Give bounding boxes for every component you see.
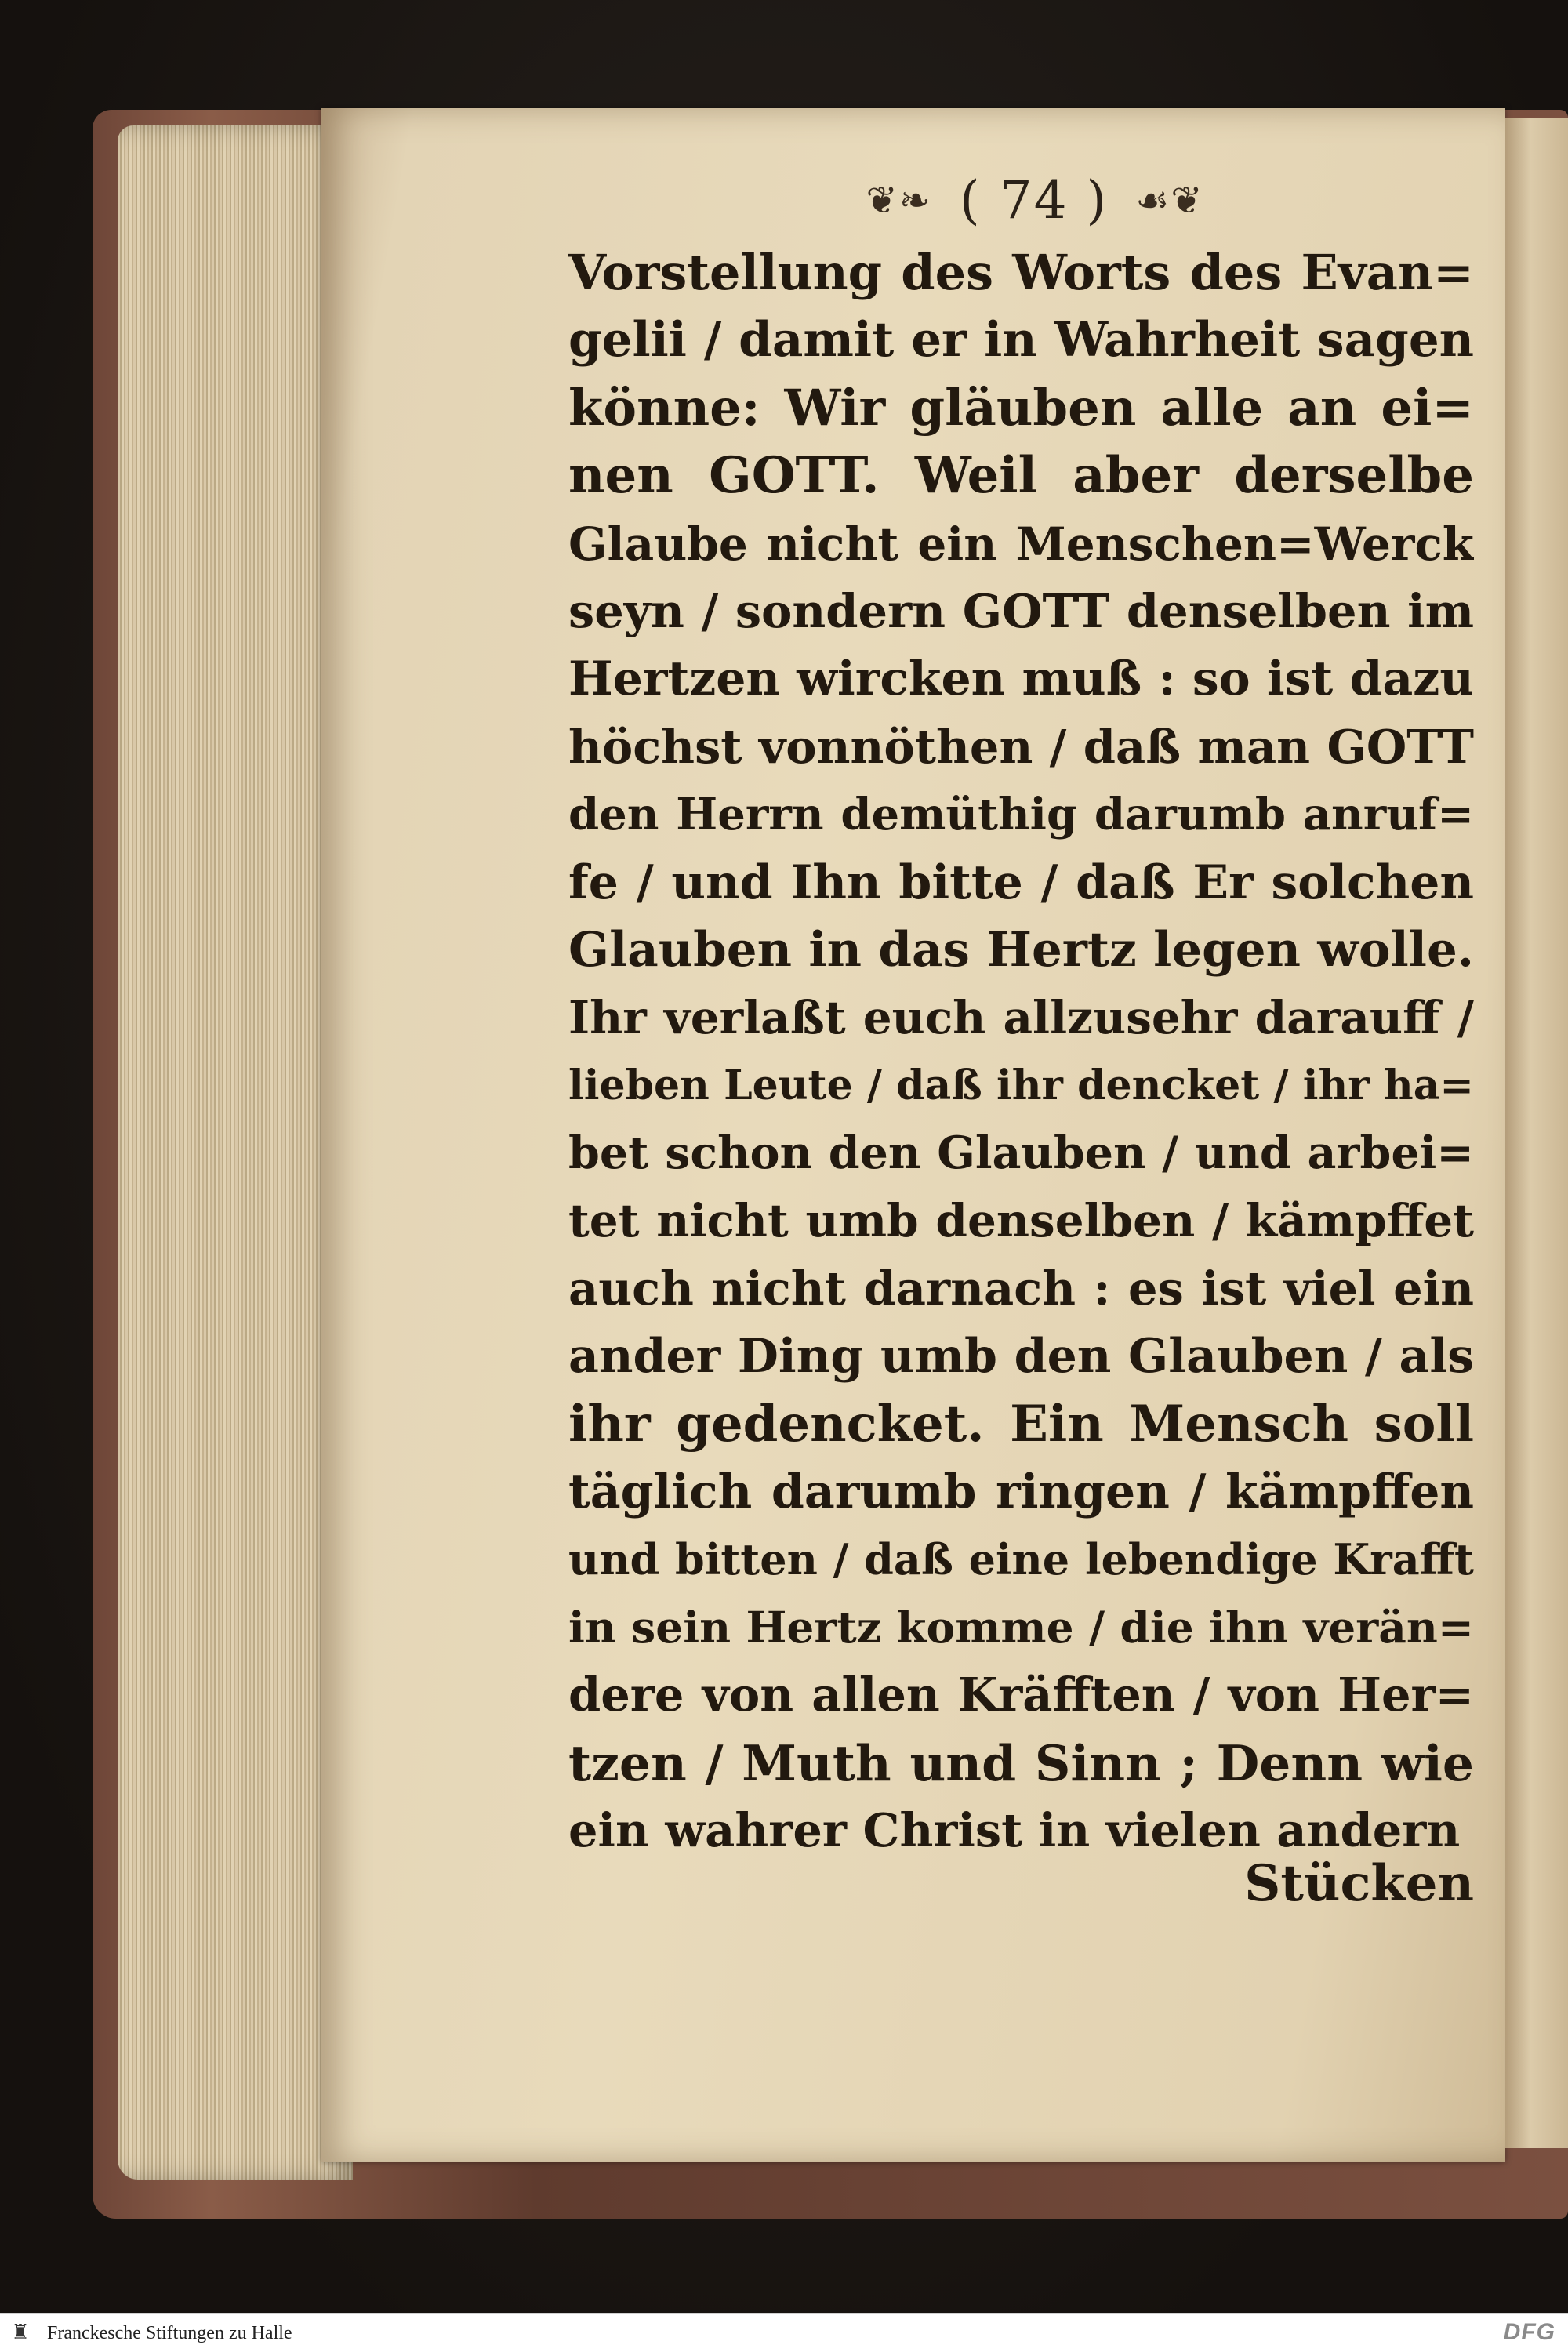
page-edges bbox=[118, 125, 353, 2180]
ornament-left-icon: ❦❧ bbox=[866, 179, 932, 223]
text-line: Glaube nicht ein Menschen=Werck bbox=[568, 517, 1474, 571]
text-line: ein wahrer Christ in vielen andern bbox=[568, 1802, 1461, 1857]
text-line: Ihr verlaßt euch allzusehr darauff / bbox=[568, 991, 1474, 1045]
text-line: in sein Hertz komme / die ihn verän= bbox=[568, 1601, 1474, 1653]
facing-page-edge bbox=[1505, 118, 1568, 2148]
text-line: Glauben in das Hertz legen wolle. bbox=[568, 921, 1474, 978]
text-line: nen GOTT. Weil aber derselbe bbox=[568, 446, 1474, 506]
text-line: fe / und Ihn bitte / daß Er solchen bbox=[568, 855, 1474, 910]
institution-name: Franckesche Stiftungen zu Halle bbox=[47, 2323, 292, 2343]
funder-logo: DFG bbox=[1503, 2319, 1555, 2345]
body-text bbox=[568, 239, 1474, 1925]
text-line: Vorstellung des Worts des Evan= bbox=[568, 244, 1474, 301]
text-line: bet schon den Glauben / und arbei= bbox=[568, 1127, 1474, 1180]
text-line: lieben Leute / daß ihr dencket / ihr ha= bbox=[568, 1061, 1474, 1109]
ornament-right-icon: ☙❦ bbox=[1135, 179, 1204, 223]
text-line: Hertzen wircken muß : so ist dazu bbox=[568, 652, 1474, 707]
text-line: und bitten / daß eine lebendige Krafft bbox=[568, 1534, 1474, 1585]
page-number: ( 74 ) bbox=[959, 170, 1109, 230]
page-header bbox=[847, 162, 1223, 232]
viewer-footer bbox=[0, 2313, 1568, 2352]
catchword: Stücken bbox=[1244, 1854, 1474, 1913]
institution-logo-icon: ♜ bbox=[11, 2321, 30, 2344]
text-line: ihr gedencket. Ein Mensch soll bbox=[568, 1394, 1474, 1454]
text-line: gelii / damit er in Wahrheit sagen bbox=[568, 312, 1474, 368]
text-line: könne: Wir gläuben alle an ei= bbox=[568, 378, 1474, 437]
text-line: ander Ding umb den Glauben / als bbox=[568, 1329, 1474, 1385]
text-line: tzen / Muth und Sinn ; Denn wie bbox=[568, 1733, 1474, 1792]
text-line: höchst vonnöthen / daß man GOTT bbox=[568, 719, 1474, 774]
text-line: den Herrn demüthig darumb anruf= bbox=[568, 789, 1474, 841]
text-line: auch nicht darnach : es ist viel ein bbox=[568, 1261, 1474, 1316]
text-line: seyn / sondern GOTT denselben im bbox=[568, 583, 1474, 638]
text-line: dere von allen Kräfften / von Her= bbox=[568, 1668, 1474, 1722]
text-line: tet nicht umb denselben / kämpffet bbox=[568, 1194, 1474, 1248]
text-line: täglich darumb ringen / kämpffen bbox=[568, 1465, 1474, 1520]
